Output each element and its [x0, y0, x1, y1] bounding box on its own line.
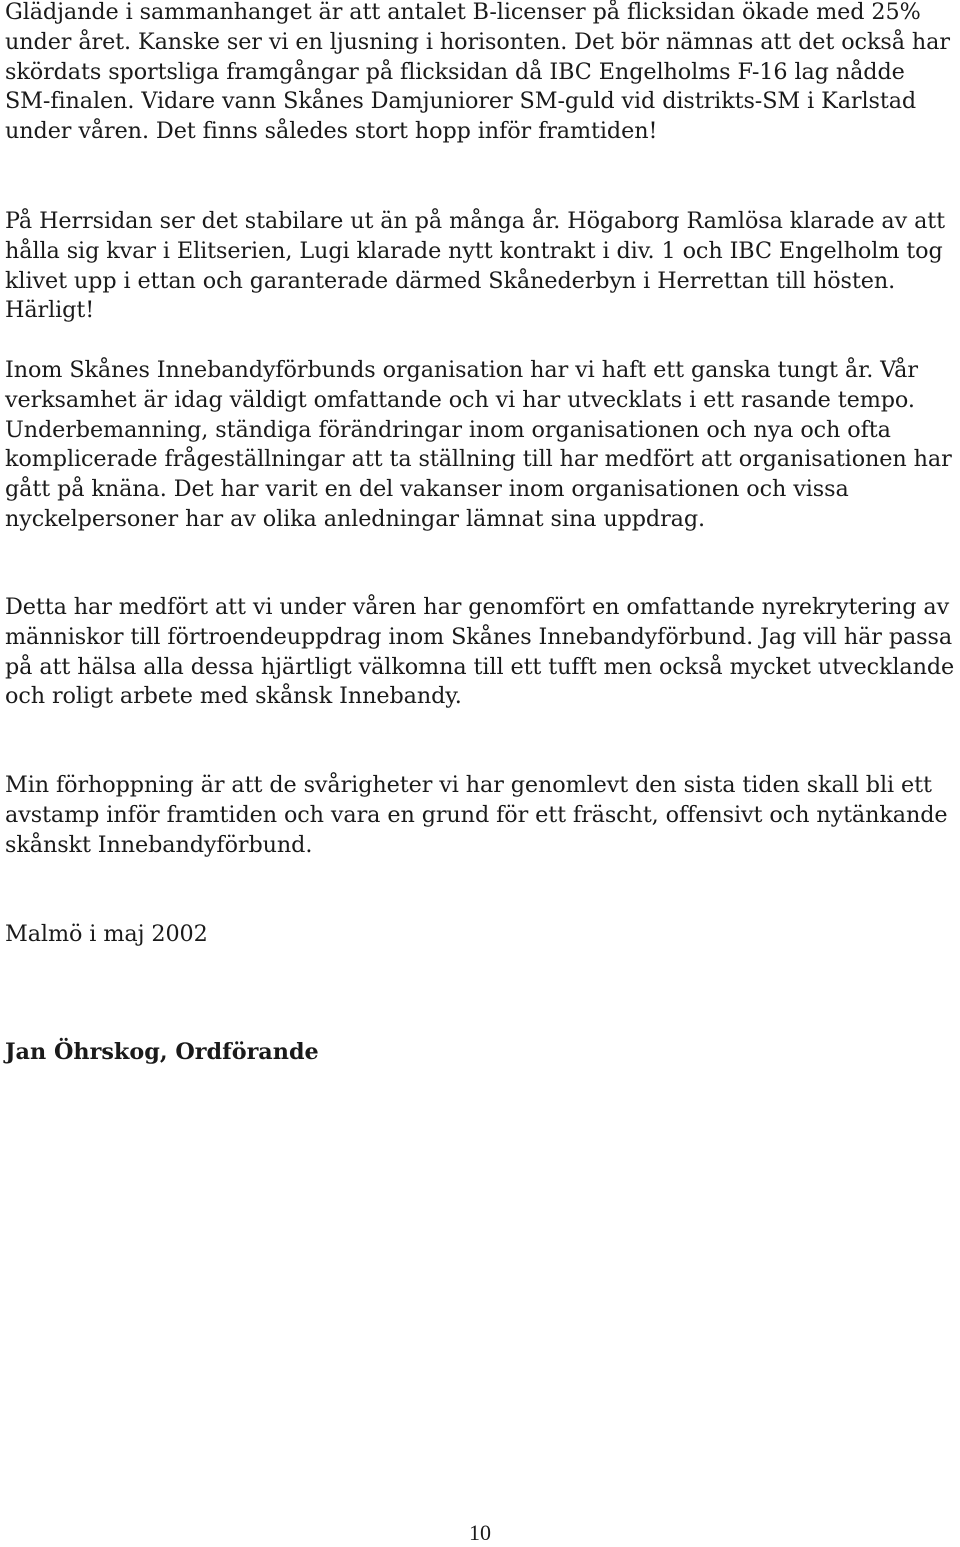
place-date-line: Malmö i maj 2002: [5, 921, 208, 947]
paragraph-hope: Min förhoppning är att de svårigheter vi har genomlevt den sista tiden skall bli ett avstamp inför framtiden och vara en grund för ett fräscht, offensivt och nytänkande skånskt Innebandyförbund.: [5, 772, 948, 858]
signature: Jan Öhrskog, Ordförande: [5, 1039, 319, 1065]
page-number: 10: [469, 1520, 491, 1545]
paragraph-girls-licenses: Glädjande i sammanhanget är att antalet B-licenser på flicksidan ökade med 25% under året. Kanske ser vi en ljusning i horisonten. Det bör nämnas att det också har skördats sportsliga framgångar på flicksidan då IBC Engelholms F-16 lag nådde SM-finalen. Vidare vann Skånes Damjuniorer SM-guld vid distrikts-SM i Karlstad under våren. Det finns således stort hopp inför framtiden!: [5, 0, 950, 145]
paragraph-recruitment: Detta har medfört att vi under våren har genomfört en omfattande nyrekrytering av människor till förtroendeuppdrag inom Skånes Innebandyförbund. Jag vill här passa på att hälsa alla dessa hjärtligt välkomna till ett tufft men också mycket utvecklande och roligt arbete med skånsk Innebandy.: [5, 594, 955, 710]
paragraph-organisation: Inom Skånes Innebandyförbunds organisation har vi haft ett ganska tungt år. Vår verksamhet är idag väldigt omfattande och vi har utvecklats i ett rasande tempo. Underbemanning, ständiga förändringar inom organisationen och nya och ofta komplicerade frågeställningar att ta ställning till har medfört att organisationen har gått på knäna. Det har varit en del vakanser inom organisationen och vissa nyckelpersoner har av olika anledningar lämnat sina uppdrag.: [5, 357, 952, 532]
paragraph-mens-side: På Herrsidan ser det stabilare ut än på många år. Högaborg Ramlösa klarade av att hålla sig kvar i Elitserien, Lugi klarade nytt kontrakt i div. 1 och IBC Engelholm tog klivet upp i ettan och garanterade därmed Skånederbyn i Herrettan till hösten. Härligt!: [5, 208, 946, 324]
